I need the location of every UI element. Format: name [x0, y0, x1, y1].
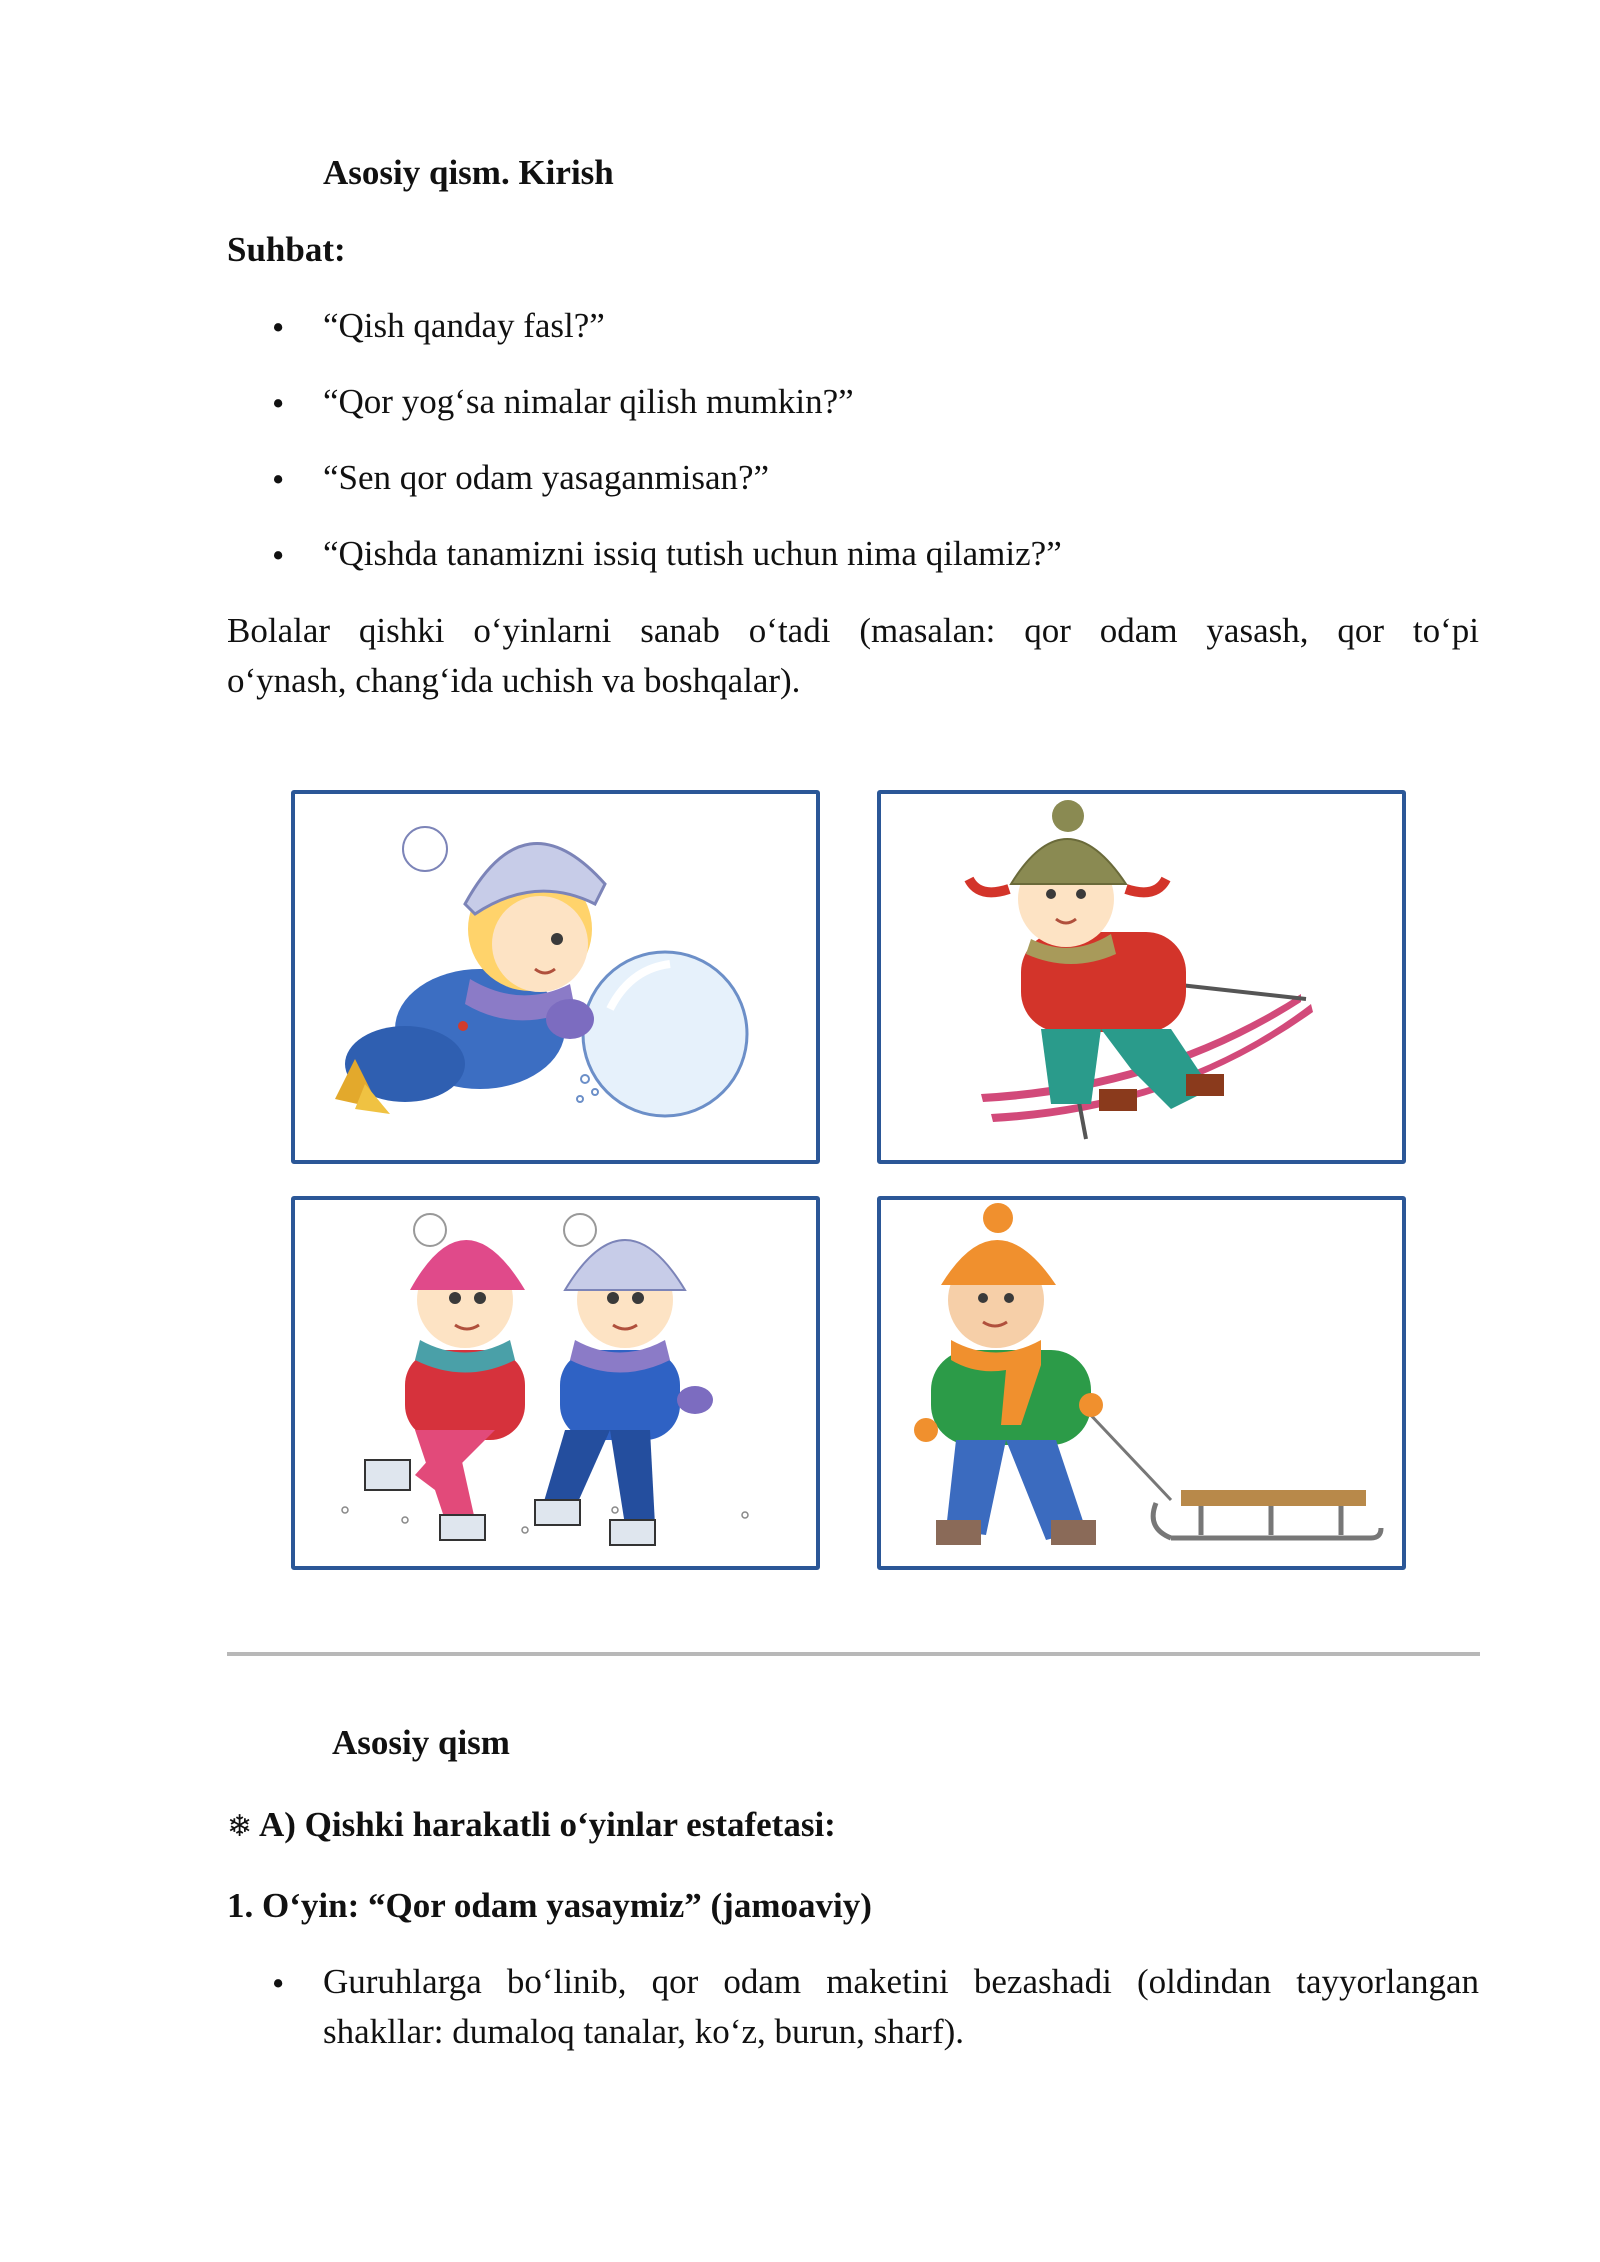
bullet-marker: •: [272, 384, 285, 423]
bullet-marker: •: [272, 536, 285, 575]
illustration-ice-skating: [291, 1196, 820, 1570]
game-description-line-2: shakllar: dumaloq tanalar, ko‘z, burun, sharf).: [323, 2012, 965, 2051]
section-title-intro: Asosiy qism. Kirish: [323, 153, 614, 192]
snowball-child-drawing: [295, 794, 816, 1160]
relay-heading-text: A) Qishki harakatli o‘yinlar estafetasi:: [258, 1805, 836, 1844]
question-item: “Sen qor odam yasaganmisan?”: [323, 458, 770, 497]
skiing-girl-drawing: [881, 794, 1402, 1160]
bullet-marker: •: [272, 308, 285, 347]
sled-boy-drawing: [881, 1200, 1402, 1566]
bullet-marker: •: [272, 460, 285, 499]
intro-paragraph-line-1: Bolalar qishki o‘yinlarni sanab o‘tadi (masalan: qor odam yasash, qor to‘pi: [227, 611, 1479, 650]
illustration-snowball: [291, 790, 820, 1164]
relay-heading: [227, 1800, 836, 1852]
skating-children-drawing: [295, 1200, 816, 1566]
question-item: “Qor yog‘sa nimalar qilish mumkin?”: [323, 382, 854, 421]
question-item: “Qishda tanamizni issiq tutish uchun nima qilamiz?”: [323, 534, 1062, 573]
illustration-sled: [877, 1196, 1406, 1570]
conversation-label: Suhbat:: [227, 230, 346, 269]
game-description-line-1: Guruhlarga bo‘linib, qor odam maketini bezashadi (oldindan tayyorlangan: [323, 1962, 1479, 2001]
section-title-main: Asosiy qism: [332, 1723, 510, 1762]
bullet-marker: •: [272, 1964, 285, 2003]
illustration-skiing: [877, 790, 1406, 1164]
section-divider: [227, 1652, 1480, 1656]
game-title: 1. O‘yin: “Qor odam yasaymiz” (jamoaviy): [227, 1886, 872, 1925]
question-item: “Qish qanday fasl?”: [323, 306, 605, 345]
snowflake-icon: ❄: [227, 1809, 253, 1844]
intro-paragraph-line-2: o‘ynash, chang‘ida uchish va boshqalar).: [227, 661, 801, 700]
